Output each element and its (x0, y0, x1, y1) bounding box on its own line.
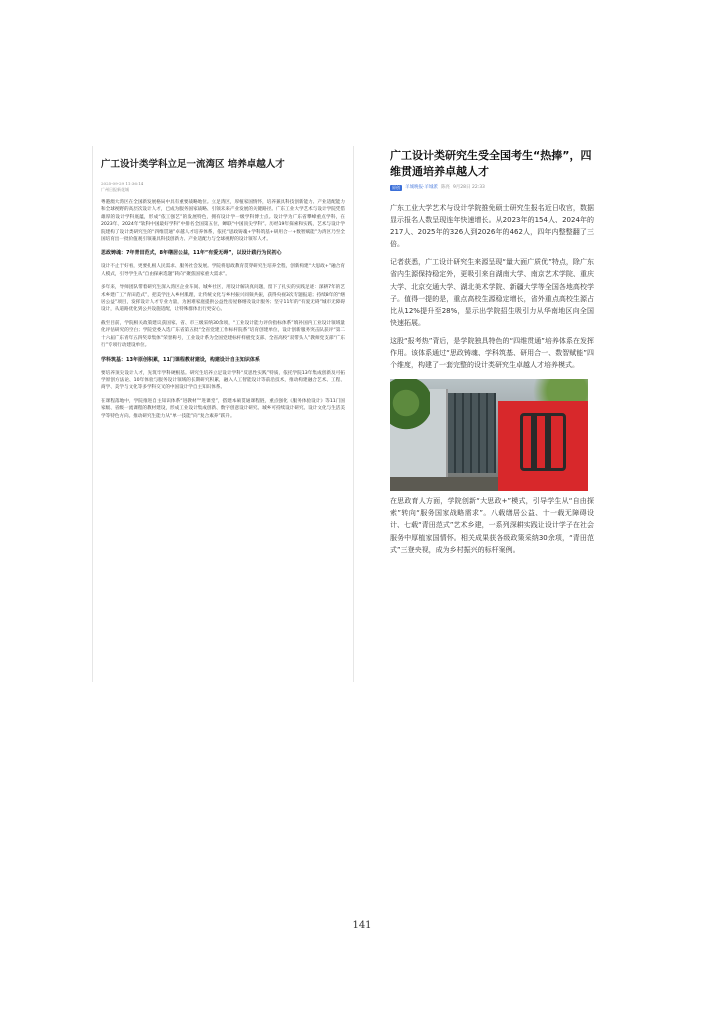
glass-facade (448, 393, 496, 473)
article-author: 陈亮 (440, 185, 450, 190)
right-paragraph: 这股“报考热”背后，是学院独具特色的“四维贯通”培养体系在发挥作用。该体系通过“思政铸魂、学科筑基、研用合一、数智赋能”四个维度，构建了一套完整的设计类研究生卓越人才培养模式。 (390, 336, 594, 370)
left-article-date: 2025-09-29 11:36:14 (101, 181, 144, 186)
original-tag-badge: 原创 (392, 185, 400, 190)
left-article-title: 广工设计类学科立足一流湾区 培养卓越人才 (101, 159, 285, 170)
school-logo-mark (520, 413, 566, 471)
left-paragraph: 多年来，导师团队带着研究生深入湾区企业车间、城乡社区，用设计解决真问题，留下了扎实的实践足迹：深耕7年的艺术乡建广工“青田范式”，把美学注入乡村肌理，让传统文化与乡村振兴同频共振，获得央视3次专题报道；持续8年的“缮居公益”项目，发挥设计人才专业力量，为困难家庭提供公益性房屋修缮及设计服务；坚守11年的“有爱无碍”城市无障碍设计，从道路优化到公共设施适配，让特殊群体出行更安心。 (101, 285, 345, 313)
right-article-panel (386, 146, 598, 684)
article-date: 9月28日 22:33 (452, 185, 485, 190)
article-source-link[interactable]: 羊城晚报·羊城派 (405, 185, 438, 190)
right-article-title: 广工设计类研究生受全国考生“热捧”，四维贯通培养卓越人才 (390, 149, 592, 178)
left-paragraph: 截至目前，学院相关政策建议获国家、省、市三级采纳30余项，“工业设计能力评价指标体系”填补国内工业设计领域量化评估研究的空白；学院党委入选广东省第五批“全省党建工作标杆院系”培育创建单位，设计创新服务突击队获评“第二十六届广东青年五四奖章集体”荣誉称号，工业设计系为全国党建标杆样板党支部、全省高校“双带头人”教师党支部“广东行”专项行动建设单位。 (101, 320, 345, 349)
right-article-meta (390, 184, 594, 192)
campus-building-photo (390, 379, 588, 491)
left-paragraph: 在课程落地中，学院推进自主知识体系“进教材”“进课堂”，搭建本硕贯通课程链，重点强化《服务体验设计》等11门国家级、省级一流课程的教材建设，形成工业设计集成创新、数字创意设计研究、城乡可持续设计研究、设计文化与生活美学等特色方向。推动研究生能力从“单一技能”向“复合素养”跃升。 (101, 398, 345, 419)
left-paragraph: 设计不止于好看，更要扎根人民需求、服务社会发展。学院将思政教育贯穿研究生培养全程，创新构建“大思政+”融合育人模式，引导学生从“自由探索选题”转向“聚焦国家重大需求”。 (101, 264, 345, 277)
left-paragraph: 要培养顶尖设计人才，先筑牢学科硬根基。研究生培养立足设计学科“反思性实践”特质，依托学院13年集成创新及可拓学原创方法论、10年体验与服务设计领域的长期研究积累，融入人工智能设计等前沿技术，推动构建融合艺术、工程、商学、美学与文化等多学科交叉的中国设计学自主知识体系。 (101, 370, 345, 391)
right-paragraph: 广东工业大学艺术与设计学院推免硕士研究生报名近日收官，数据显示报名人数呈现连年快速增长。从2023年的154人、2024年的217人、2025年的326人到2026年的462人，四年内整整翻了三倍。 (390, 204, 594, 249)
ground (390, 477, 498, 491)
left-section-heading: 学科筑基：13年原创积累，11门课程教材建设，构建设计自主知识体系 (101, 356, 260, 363)
left-article-source: 广州日报新花城 (101, 187, 129, 192)
tree-foliage (390, 379, 430, 439)
right-paragraph: 在思政育人方面，学院创新“大思政+”模式，引导学生从“自由探索”转向“服务国家战略需求”。八载缮居公益、十一载无障碍设计、七载“青田范式”艺术乡建，一系列深耕实践让设计学子在社会服务中厚植家国情怀。相关成果获各级政策采纳30余项，“青田范式”三登央视，成为乡村振兴的标杆案例。 (390, 497, 594, 554)
right-paragraph: 记者获悉，广工设计研究生来源呈现“量大面广质优”特点，除广东省内生源保持稳定外，更吸引来自湖南大学、南京艺术学院、重庆大学、北京交通大学、湖北美术学院、新疆大学等全国各地高校学子。值得一提的是，重点高校生源稳定增长，省外重点高校生源占比从12%提升至28%，显示出学院招生吸引力从华南地区向全国快速拓展。 (390, 258, 594, 327)
left-paragraph: 粤港澳大湾区在全国新发展格局中具有重要战略地位。立足湾区，厚植家国情怀，培养兼具科技创新能力、产业适配能力和全球视野的高层次设计人才，已成为服务国家战略、引领未来产业发展的关键路径。广东工业大学艺术与设计学院凭借雄厚的设计学科底蕴，形成“依工强艺”的发展特色，拥有设计学一级学科博士点。设计学为广东省攀峰重点学科，在2023年、2024年“软科中国最好学科”中排名全国第五位，蝉联“中国顶尖学科”。历经19年探索和实践，艺术与设计学院建构了设计类研究生的“四维贯通”卓越人才培养体系，依托“思政铸魂+学科筑基+研用合一+数智赋能”为湾区乃至全国培育出一批价值观引领兼具科技创新力、产业适配力与全球视野的设计领军人才。 (101, 200, 345, 243)
left-section-heading: 思政铸魂：7年青田范式，8年缮居公益，11年“有爱无碍”，以设计践行为民初心 (101, 250, 282, 257)
left-article-panel (92, 146, 354, 682)
page-number: 141 (352, 920, 372, 931)
